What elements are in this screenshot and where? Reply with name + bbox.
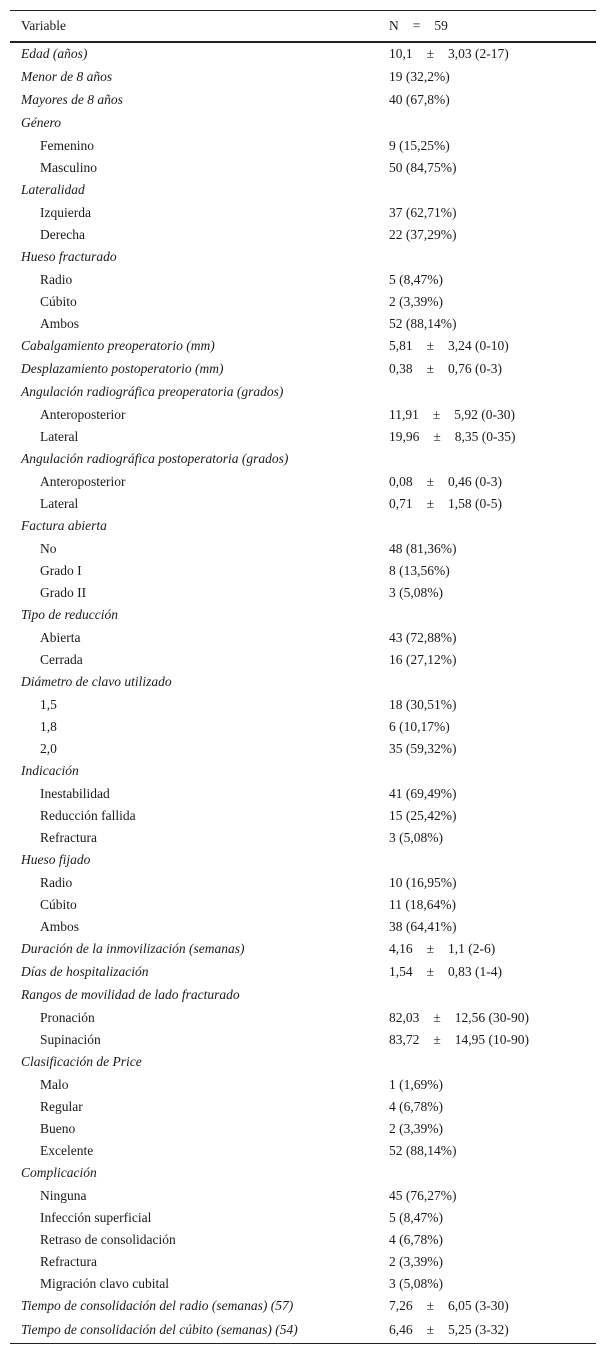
row-value-cell [378, 358, 596, 381]
row-value-cell [378, 404, 596, 426]
row-plus-minus: ± [426, 1298, 435, 1313]
table-row [10, 313, 596, 335]
row-subcategory-label: 1,8 [40, 718, 57, 734]
row-value-cell [378, 1318, 596, 1344]
row-plus-minus: ± [432, 406, 441, 422]
row-subcategory-label: Lateral [40, 428, 79, 444]
row-value-cell [378, 1051, 596, 1074]
table-row [10, 515, 596, 538]
table-row [10, 112, 596, 135]
row-sd-range: 0,76 (0-3) [448, 361, 503, 376]
table-row [10, 738, 596, 760]
row-value-cell: 2 (3,39%) [389, 293, 443, 309]
table-row [10, 849, 596, 872]
row-value-cell: 2 (3,39%) [389, 1253, 443, 1269]
row-mean: 11,91 [389, 406, 419, 422]
row-sd-range: 3,24 (0-10) [448, 338, 509, 353]
row-category-label: Tiempo de consolidación del radio (semanas) (57) [21, 1298, 294, 1313]
row-plus-minus: ± [426, 941, 435, 956]
row-value-cell [378, 179, 596, 202]
table-row [10, 426, 596, 448]
row-value-cell: 3 (5,08%) [389, 829, 443, 845]
row-value-cell: 10 (16,95%) [389, 874, 457, 890]
row-plus-minus: ± [433, 1009, 441, 1025]
table-row [10, 916, 596, 938]
row-subcategory-label: Migración clavo cubital [40, 1275, 169, 1291]
row-subcategory-label: Grado II [40, 584, 87, 600]
row-value-cell: 40 (67,8%) [389, 92, 450, 107]
row-value-cell: 5 (8,47%) [389, 1209, 443, 1225]
row-subcategory-label: Abierta [40, 629, 81, 645]
row-plus-minus: ± [433, 428, 441, 444]
row-mean: 0,71 [389, 495, 413, 511]
row-category-label: Angulación radiográfica postoperatoria (grados) [21, 451, 289, 466]
row-mean: 19,96 [389, 428, 420, 444]
row-subcategory-label: Bueno [40, 1120, 76, 1136]
row-value-cell [378, 381, 596, 404]
row-sd-range: 5,92 (0-30) [454, 406, 516, 422]
row-category-label: Tiempo de consolidación del cúbito (semanas) (54) [10, 1318, 378, 1344]
row-subcategory-label: Supinación [40, 1031, 101, 1047]
row-value-cell: 45 (76,27%) [389, 1187, 457, 1203]
table-row [10, 157, 596, 179]
row-mean: 82,03 [389, 1009, 420, 1025]
row-value-cell: 4 (6,78%) [389, 1231, 443, 1247]
row-value-cell: 50 (84,75%) [389, 159, 457, 175]
table-row [10, 938, 596, 961]
row-value-cell [378, 42, 596, 66]
row-subcategory-label: Derecha [40, 226, 85, 242]
header-n-value: 59 [434, 17, 448, 33]
row-value-cell [378, 760, 596, 783]
row-category-label: Indicación [21, 763, 79, 778]
table-row [10, 1051, 596, 1074]
patient-characteristics-table [10, 10, 596, 1344]
row-value-cell [378, 112, 596, 135]
row-value-cell: 48 (81,36%) [389, 540, 457, 556]
header-equals: = [412, 17, 421, 33]
row-value-cell: 16 (27,12%) [389, 651, 457, 667]
row-value-cell [378, 1029, 596, 1051]
row-value-cell: 9 (15,25%) [389, 137, 450, 153]
row-category-label: Días de hospitalización [21, 964, 149, 979]
row-subcategory-label: Ambos [40, 918, 80, 934]
table-row [10, 471, 596, 493]
row-plus-minus: ± [426, 1322, 435, 1337]
row-plus-minus: ± [426, 46, 435, 61]
row-sd-range: 3,03 (2-17) [448, 46, 509, 61]
row-category-label: Diámetro de clavo utilizado [21, 674, 172, 689]
row-category-label: Menor de 8 años [21, 69, 113, 84]
table-row [10, 1096, 596, 1118]
table-row [10, 202, 596, 224]
row-value-cell [378, 426, 596, 448]
header-n [378, 11, 596, 42]
row-subcategory-label: Refractura [40, 829, 97, 845]
table-row [10, 760, 596, 783]
row-value-cell [378, 604, 596, 627]
row-subcategory-label: Radio [40, 874, 73, 890]
row-value-cell: 22 (37,29%) [389, 226, 457, 242]
header-variable: Variable [10, 11, 378, 42]
row-subcategory-label: Inestabilidad [40, 785, 110, 801]
row-plus-minus: ± [426, 361, 435, 376]
table-row [10, 538, 596, 560]
row-value-cell [378, 515, 596, 538]
row-value-cell [378, 1007, 596, 1029]
table-row [10, 246, 596, 269]
table-row [10, 66, 596, 89]
table-row [10, 291, 596, 313]
row-subcategory-label: Izquierda [40, 204, 91, 220]
row-subcategory-label: Cerrada [40, 651, 83, 667]
table-row [10, 1140, 596, 1162]
row-value-cell: 43 (72,88%) [389, 629, 457, 645]
table-row [10, 694, 596, 716]
row-mean: 5,81 [389, 338, 413, 353]
table-row [10, 805, 596, 827]
row-value-cell: 3 (5,08%) [389, 1275, 443, 1291]
table-row [10, 269, 596, 291]
row-subcategory-label: Ambos [40, 315, 80, 331]
table-row [10, 493, 596, 515]
row-category-label: Hueso fijado [21, 852, 91, 867]
table-row [10, 827, 596, 849]
row-subcategory-label: Cúbito [40, 293, 77, 309]
row-subcategory-label: Cúbito [40, 896, 77, 912]
row-mean: 0,38 [389, 361, 413, 376]
row-value-cell: 11 (18,64%) [389, 896, 456, 912]
row-value-cell: 3 (5,08%) [389, 584, 443, 600]
row-subcategory-label: Pronación [40, 1009, 95, 1025]
row-subcategory-label: No [40, 540, 57, 556]
row-sd-range: 8,35 (0-35) [454, 428, 516, 444]
table-row [10, 560, 596, 582]
table-row [10, 582, 596, 604]
table-row [10, 604, 596, 627]
row-subcategory-label: Anteroposterior [40, 406, 126, 422]
table-row [10, 872, 596, 894]
row-subcategory-label: Refractura [40, 1253, 97, 1269]
row-value-cell [378, 938, 596, 961]
row-plus-minus: ± [426, 964, 435, 979]
row-category-label: Hueso fracturado [21, 249, 117, 264]
table-row [10, 1318, 596, 1344]
row-value-cell [378, 335, 596, 358]
row-value-cell [378, 984, 596, 1007]
row-value-cell: 6 (10,17%) [389, 718, 450, 734]
row-category-label: Género [21, 115, 61, 130]
row-plus-minus: ± [433, 1031, 441, 1047]
row-value-cell: 35 (59,32%) [389, 740, 457, 756]
table-row [10, 448, 596, 471]
row-category-label: Lateralidad [21, 182, 85, 197]
row-category-label: Duración de la inmovilización (semanas) [21, 941, 245, 956]
table-row [10, 1229, 596, 1251]
row-subcategory-label: Lateral [40, 495, 79, 511]
table-row [10, 1007, 596, 1029]
row-value-cell: 2 (3,39%) [389, 1120, 443, 1136]
row-subcategory-label: 1,5 [40, 696, 57, 712]
row-value-cell: 19 (32,2%) [389, 69, 450, 84]
row-sd-range: 1,1 (2-6) [448, 941, 496, 956]
row-subcategory-label: Grado I [40, 562, 82, 578]
row-subcategory-label: Radio [40, 271, 73, 287]
row-category-label: Edad (años) [21, 46, 88, 61]
row-sd-range: 1,58 (0-5) [448, 495, 503, 511]
row-mean: 83,72 [389, 1031, 420, 1047]
row-subcategory-label: Excelente [40, 1142, 94, 1158]
table-row [10, 358, 596, 381]
row-category-label: Clasificación de Price [21, 1054, 142, 1069]
table-header-row [10, 11, 596, 42]
table-row [10, 135, 596, 157]
table-row [10, 649, 596, 671]
row-value-cell: 15 (25,42%) [389, 807, 457, 823]
row-plus-minus: ± [426, 495, 435, 511]
row-category-label: Desplazamiento postoperatorio (mm) [21, 361, 224, 376]
row-sd-range: 12,56 (30-90) [454, 1009, 530, 1025]
row-value-cell: 52 (88,14%) [389, 1142, 457, 1158]
table-row [10, 381, 596, 404]
table-row [10, 1185, 596, 1207]
row-value-cell [378, 1162, 596, 1185]
row-value-cell: 38 (64,41%) [389, 918, 457, 934]
row-plus-minus: ± [426, 473, 435, 489]
row-value-cell: 41 (69,49%) [389, 785, 457, 801]
row-value-cell [378, 849, 596, 872]
row-subcategory-label: Infección superficial [40, 1209, 152, 1225]
table-row [10, 224, 596, 246]
row-mean: 6,46 [389, 1322, 413, 1337]
table-row [10, 1295, 596, 1318]
table-row [10, 1207, 596, 1229]
row-sd-range: 14,95 (10-90) [454, 1031, 530, 1047]
table-row [10, 671, 596, 694]
table-row [10, 404, 596, 426]
row-category-label: Angulación radiográfica preoperatoria (grados) [21, 384, 284, 399]
table-row [10, 1273, 596, 1295]
row-value-cell: 37 (62,71%) [389, 204, 457, 220]
table-row [10, 179, 596, 202]
row-value-cell [378, 448, 596, 471]
row-value-cell: 5 (8,47%) [389, 271, 443, 287]
row-value-cell: 1 (1,69%) [389, 1076, 443, 1092]
table-body [10, 42, 596, 1344]
row-category-label: Rangos de movilidad de lado fracturado [21, 987, 240, 1002]
row-plus-minus: ± [426, 338, 435, 353]
row-value-cell: 52 (88,14%) [389, 315, 457, 331]
row-value-cell [378, 246, 596, 269]
table-row [10, 42, 596, 66]
row-mean: 4,16 [389, 941, 413, 956]
statistics-table-container [10, 10, 596, 1344]
table-row [10, 783, 596, 805]
row-mean: 7,26 [389, 1298, 413, 1313]
row-mean: 1,54 [389, 964, 413, 979]
row-category-label: Mayores de 8 años [21, 92, 123, 107]
row-category-label: Cabalgamiento preoperatorio (mm) [21, 338, 215, 353]
row-value-cell: 18 (30,51%) [389, 696, 457, 712]
row-value-cell [378, 471, 596, 493]
table-row [10, 716, 596, 738]
row-subcategory-label: Regular [40, 1098, 83, 1114]
table-row [10, 894, 596, 916]
row-subcategory-label: Anteroposterior [40, 473, 126, 489]
table-row [10, 1251, 596, 1273]
row-subcategory-label: Ninguna [40, 1187, 87, 1203]
table-row [10, 961, 596, 984]
row-subcategory-label: Retraso de consolidación [40, 1231, 176, 1247]
row-subcategory-label: Reducción fallida [40, 807, 136, 823]
row-subcategory-label: 2,0 [40, 740, 57, 756]
table-row [10, 1162, 596, 1185]
header-n-label: N [389, 17, 399, 33]
row-mean: 10,1 [389, 46, 413, 61]
row-sd-range: 0,46 (0-3) [448, 473, 503, 489]
row-value-cell: 4 (6,78%) [389, 1098, 443, 1114]
table-row [10, 984, 596, 1007]
table-row [10, 335, 596, 358]
row-category-label: Complicación [21, 1165, 97, 1180]
row-value-cell [378, 671, 596, 694]
table-row [10, 1074, 596, 1096]
row-sd-range: 5,25 (3-32) [448, 1322, 509, 1337]
table-row [10, 627, 596, 649]
table-row [10, 1029, 596, 1051]
row-sd-range: 6,05 (3-30) [448, 1298, 509, 1313]
row-subcategory-label: Masculino [40, 159, 97, 175]
row-subcategory-label: Femenino [40, 137, 94, 153]
row-category-label: Factura abierta [21, 518, 107, 533]
row-subcategory-label: Malo [40, 1076, 69, 1092]
row-value-cell [378, 961, 596, 984]
table-row [10, 89, 596, 112]
row-value-cell [378, 493, 596, 515]
row-value-cell [378, 1295, 596, 1318]
row-mean: 0,08 [389, 473, 413, 489]
row-value-cell: 8 (13,56%) [389, 562, 450, 578]
table-row [10, 1118, 596, 1140]
row-category-label: Tipo de reducción [21, 607, 118, 622]
row-sd-range: 0,83 (1-4) [448, 964, 503, 979]
